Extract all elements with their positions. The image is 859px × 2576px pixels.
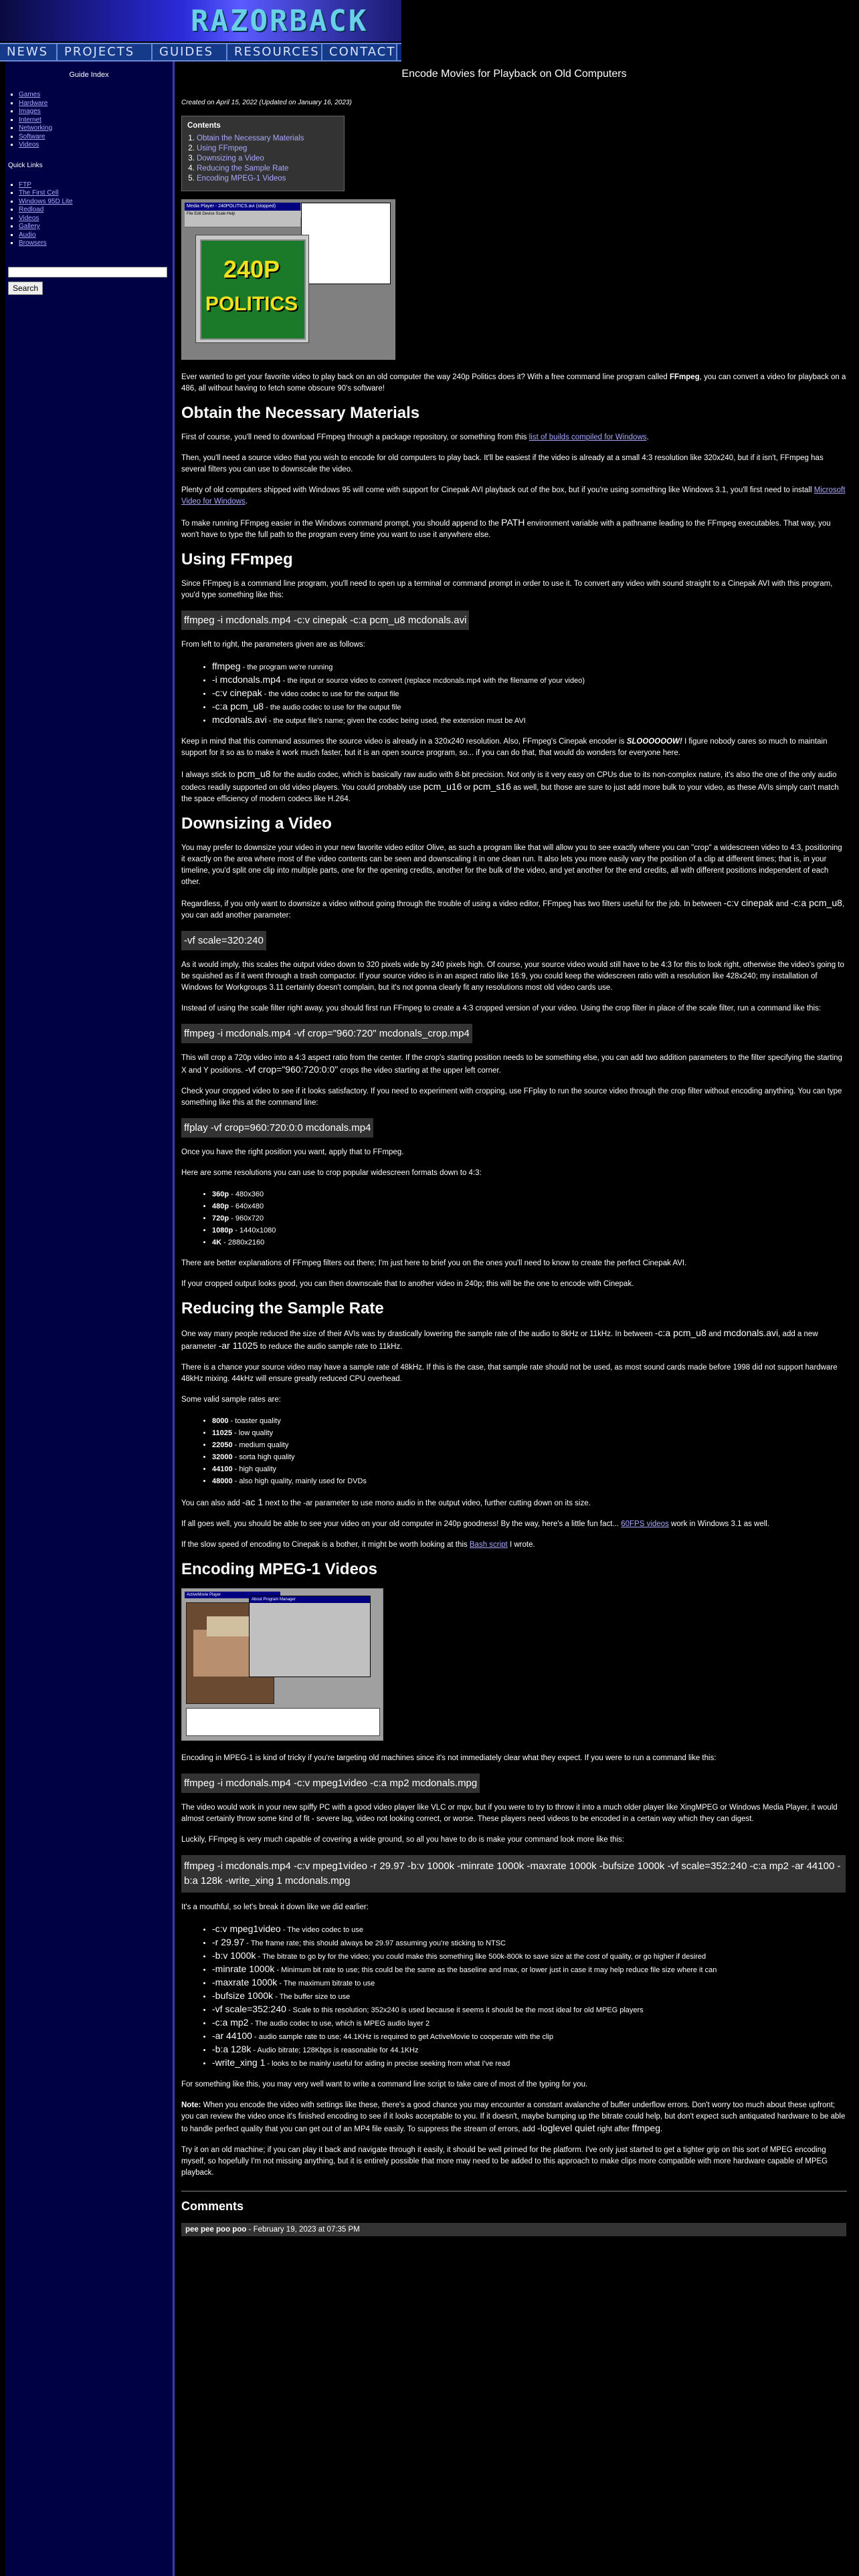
paragraph: It's a mouthful, so let's break it down like we did earlier: bbox=[181, 1903, 369, 1911]
list-item: • -c:a mp2 - The audio codec to use, which is MPEG audio layer 2 bbox=[212, 2016, 847, 2030]
list-item: • 48000 - also high quality, mainly used for DVDs bbox=[212, 1475, 847, 1487]
list-item: • -b:v 1000k - The bitrate to go by for the video; you could make this something like 500k-800k to save size at the cost of quality, or go higher if desired bbox=[212, 1949, 847, 1963]
comments-heading: Comments bbox=[181, 2199, 244, 2213]
article-date: Created on April 15, 2022 (Updated on January 16, 2023) bbox=[181, 99, 352, 106]
paragraph: Instead of using the scale filter right away, you should first run FFmpeg to create a 4:3 cropped version of your video. Using the crop filter in place of the scale filter, run a command like this: bbox=[181, 1004, 822, 1012]
quick-link[interactable]: ▪ The First Cell bbox=[19, 189, 173, 198]
paragraph: Then, you'll need a source video that you wish to encode for old computers to play back. It'll be easiest if the video is already at a small 4:3 resolution like 320x240, but if it isn't, FFmpeg has several filters you can use to downscale the video. bbox=[181, 454, 824, 473]
quick-link[interactable]: ▪ Windows 95D Lite bbox=[19, 198, 173, 207]
toc-title: Contents bbox=[187, 122, 221, 130]
list-item: • -bufsize 1000k - The buffer size to use bbox=[212, 1990, 847, 2003]
code-block: ffmpeg -i mcdonals.mp4 -c:v mpeg1video -c:a mp2 mcdonals.mpg bbox=[181, 1774, 480, 1793]
sidebar-link[interactable]: ▪ Hardware bbox=[19, 100, 173, 108]
paragraph: If your cropped output looks good, you can then downscale that to another video in 240p; this will be the one to encode with Cinepak. bbox=[181, 1280, 634, 1288]
paragraph: If all goes well, you should be able to see your video on your old computer in 240p goodness! By the way, here's a little fun fact... 60FPS videos work in Windows 3.1 as well. bbox=[181, 1520, 770, 1528]
bash-script-link[interactable]: Bash script bbox=[469, 1541, 508, 1549]
program-group bbox=[186, 1708, 380, 1736]
list-item: • -ar 44100 - audio sample rate to use; 44.1KHz is required to get ActiveMovie to cooperate with the clip bbox=[212, 2030, 847, 2043]
paragraph: If the slow speed of encoding to Cinepak is a bother, it might be worth looking at this Bash script I wrote. bbox=[181, 1541, 535, 1549]
sample-rate-list bbox=[181, 1415, 847, 1487]
list-item: • 480p - 640x480 bbox=[212, 1200, 847, 1212]
list-item: • 44100 - high quality bbox=[212, 1463, 847, 1475]
media-player-screenshot bbox=[181, 199, 395, 360]
paragraph: For something like this, you may very well want to write a command line script to take care of most of the typing for you. bbox=[181, 2080, 588, 2088]
quick-link[interactable]: ▪ Videos bbox=[19, 215, 173, 223]
player-title-bar: Media Player - 240POLITICS.avi (stopped) bbox=[185, 203, 300, 211]
paragraph: Encoding in MPEG-1 is kind of tricky if you're targeting old machines since it's not immediately clear what they expect. If you were to run a command like this: bbox=[181, 1754, 717, 1762]
desktop-window bbox=[301, 203, 391, 284]
comment-author: pee pee poo poo bbox=[185, 2226, 247, 2234]
site-header bbox=[0, 0, 401, 41]
quick-link[interactable]: ▪ Redload bbox=[19, 206, 173, 215]
section-heading-mpeg1: Encoding MPEG-1 Videos bbox=[181, 1560, 377, 1578]
main-nav bbox=[0, 43, 401, 62]
list-item: • 22050 - medium quality bbox=[212, 1439, 847, 1451]
list-item: • -vf scale=352:240 - Scale to this resolution; 352x240 is used because it seems it should be the most ideal for old MPEG players bbox=[212, 2003, 847, 2016]
code-block: ffplay -vf crop=960:720:0:0 mcdonals.mp4 bbox=[181, 1118, 373, 1138]
paragraph: Keep in mind that this command assumes the source video is already in a 320x240 resolution. Also, FFmpeg's Cinepak encoder is SLOOOOOOW! I figure nobody cares so much to maintain support for it so as to make it work much faster, but it is an open source program, so... if you can do that, that would do wonders for everyone here. bbox=[181, 738, 828, 757]
sidebar-link[interactable]: ▪ Games bbox=[19, 91, 173, 100]
list-item: • 360p - 480x360 bbox=[212, 1188, 847, 1200]
sidebar-link[interactable]: ▪ Images bbox=[19, 108, 173, 116]
nav-projects[interactable]: PROJECTS bbox=[58, 44, 153, 60]
section-heading-materials: Obtain the Necessary Materials bbox=[181, 404, 420, 422]
list-item: • -c:v mpeg1video - The video codec to use bbox=[212, 1923, 847, 1936]
toc-item[interactable]: 1. Obtain the Necessary Materials bbox=[197, 134, 339, 144]
list-item: • -maxrate 1000k - The maximum bitrate to use bbox=[212, 1976, 847, 1990]
paragraph: There are better explanations of FFmpeg filters out there; I'm just here to brief you on the ones you'll need to know to create the perfect Cinepak AVI. bbox=[181, 1259, 687, 1267]
paragraph: As it would imply, this scales the output video down to 320 pixels wide by 240 pixels high. Of course, your source video would still have to be 4:3 for this to look right, otherwise the video's going to be squished as if it went through a trash compactor. If your source video is in an aspect ratio like 16:9, you could keep the widescreen ratio with a resolution like 428x240; my installation of Windows for Workgroups 3.11 certainly doesn't complain, but it's not gonna clearly fit any resolutions most old video cards use. bbox=[181, 961, 844, 992]
quick-links-list bbox=[5, 181, 173, 248]
sidebar-link[interactable]: ▪ Videos bbox=[19, 141, 173, 150]
paragraph: First of course, you'll need to download FFmpeg through a package repository, or something from this list of builds compiled for Windows. bbox=[181, 433, 649, 441]
paragraph: Plenty of old computers shipped with Windows 95 will come with support for Cinepak AVI playback out of the box, but if you're using something like Windows 3.1, you'll first need to install Microsoft Video for Windows. bbox=[181, 486, 846, 506]
paragraph: The video would work in your new spiffy PC with a good video player like VLC or mpv, but if you were to try to throw it into a much older player like XingMPEG or Windows Media Player, it would almost certainly throw some kind of fit - severe lag, video not looking correct, or worse. These players need videos to be encoded in a certain way which they can digest. bbox=[181, 1804, 838, 1823]
comment-date: - February 19, 2023 at 07:35 PM bbox=[246, 2226, 360, 2234]
activemovie-title: ActiveMovie Player bbox=[185, 1592, 280, 1598]
paragraph: You can also add -ac 1 next to the -ar parameter to use mono audio in the output video, further cutting down on its size. bbox=[181, 1497, 591, 1507]
parameter-list bbox=[181, 660, 847, 727]
guide-index-list bbox=[5, 91, 173, 150]
list-item: • -write_xing 1 - looks to be mainly useful for aiding in precise seeking from what I've read bbox=[212, 2056, 847, 2070]
quick-link[interactable]: ▪ Gallery bbox=[19, 223, 173, 231]
video-frame bbox=[195, 235, 309, 343]
paragraph: Regardless, if you only want to downsize a video without going through the trouble of using a video editor, FFmpeg has two filters useful for the job. In between -c:v cinepak and -c:a pcm_u8, you can add another parameter: bbox=[181, 897, 845, 920]
quick-link[interactable]: ▪ Browsers bbox=[19, 239, 173, 248]
list-item: • mcdonals.avi - the output file's name; given the codec being used, the extension must be AVI bbox=[212, 714, 847, 727]
video-for-windows-link[interactable]: Microsoft Video for Windows bbox=[181, 486, 846, 506]
paragraph: Here are some resolutions you can use to crop popular widescreen formats down to 4:3: bbox=[181, 1169, 482, 1177]
sidebar bbox=[5, 62, 175, 2576]
mpeg-parameter-list bbox=[181, 1923, 847, 2070]
sidebar-link[interactable]: ▪ Networking bbox=[19, 124, 173, 133]
nav-news[interactable]: NEWS bbox=[0, 44, 58, 60]
list-item: • -r 29.97 - The frame rate; this should always be 29.97 assuming you're sticking to NTSC bbox=[212, 1936, 847, 1949]
section-heading-sample-rate: Reducing the Sample Rate bbox=[181, 1299, 384, 1317]
paragraph: Check your cropped video to see if it looks satisfactory. If you need to experiment with cropping, use FFplay to run the source video through the crop filter without encoding anything. You can type something like this at the command line: bbox=[181, 1087, 842, 1107]
site-logo[interactable]: RAZORBACK bbox=[191, 4, 369, 38]
list-item: • -b:a 128k - Audio bitrate; 128Kbps is reasonable for 44.1KHz bbox=[212, 2043, 847, 2056]
paragraph: This will crop a 720p video into a 4:3 aspect ratio from the center. If the crop's starting position needs to be something else, you can add two addition parameters to the filter specifying the starting X and Y positions. -vf crop="960:720:0:0" crops the video starting at the upper left corner. bbox=[181, 1054, 842, 1075]
paragraph: Since FFmpeg is a command line program, you'll need to open up a terminal or command prompt in order to use it. To convert any video with sound straight to a Cinepak AVI with this program, you'd type something like this: bbox=[181, 580, 833, 599]
intro-paragraph: Ever wanted to get your favorite video to play back on an old computer the way 240p Politics does it? With a free command line program called FFmpeg, you can convert a video for playback on a 486, all without having to fetch some obscure 90's software! bbox=[181, 373, 846, 393]
paragraph: I always stick to pcm_u8 for the audio codec, which is basically raw audio with 8-bit precision. Not only is it very easy on CPUs due to its non-complex nature, it's also the one of the only audio codecs readily supported on old video players. You could probably use pcm_u16 or pcm_s16 as well, but those are sure to just add more bulk to your video, as these AVIs simply can't match the space efficiency of modern codecs like H.264. bbox=[181, 768, 839, 803]
toc-item[interactable]: 2. Using FFmpeg bbox=[197, 144, 339, 154]
list-item: • 720p - 960x720 bbox=[212, 1212, 847, 1224]
builds-link[interactable]: list of builds compiled for Windows bbox=[529, 433, 647, 441]
code-block: -vf scale=320:240 bbox=[181, 931, 266, 950]
quick-links-title: Quick Links bbox=[8, 161, 43, 169]
table-of-contents bbox=[181, 116, 345, 191]
list-item: • -minrate 1000k - Minimum bit rate to use; this could be the same as the baseline and max, or lower just in case it may help reduce file size where it can bbox=[212, 1963, 847, 1976]
page-title: Encode Movies for Playback on Old Computers bbox=[401, 68, 627, 80]
nav-guides[interactable]: GUIDES bbox=[153, 44, 227, 60]
list-item: • 32000 - sorta high quality bbox=[212, 1451, 847, 1463]
code-block: ffmpeg -i mcdonals.mp4 -c:v cinepak -c:a pcm_u8 mcdonals.avi bbox=[181, 611, 469, 630]
guide-index-title: Guide Index bbox=[69, 71, 109, 79]
toc-item[interactable]: 5. Encoding MPEG-1 Videos bbox=[197, 174, 339, 184]
nav-contact[interactable]: CONTACT bbox=[322, 44, 397, 60]
player-menu: File Edit Device Scale Help bbox=[185, 211, 302, 217]
paragraph: Luckily, FFmpeg is very much capable of covering a wide ground, so all you have to do is make your command look more like this: bbox=[181, 1836, 624, 1844]
article bbox=[181, 62, 847, 2236]
about-dialog-title: About Program Manager bbox=[250, 1596, 370, 1603]
section-heading-ffmpeg: Using FFmpeg bbox=[181, 550, 293, 568]
paragraph: Some valid sample rates are: bbox=[181, 1396, 281, 1404]
code-block: ffmpeg -i mcdonals.mp4 -vf crop="960:720" mcdonals_crop.mp4 bbox=[181, 1024, 472, 1043]
quick-link[interactable]: ▪ FTP bbox=[19, 181, 173, 190]
toc-item[interactable]: 4. Reducing the Sample Rate bbox=[197, 164, 339, 174]
resolution-list bbox=[181, 1188, 847, 1249]
list-item: • 8000 - toaster quality bbox=[212, 1415, 847, 1427]
list-item: • -i mcdonals.mp4 - the input or source video to convert (replace mcdonals.mp4 with the filename of your video) bbox=[212, 673, 847, 687]
about-dialog bbox=[249, 1596, 371, 1677]
list-item: • -c:a pcm_u8 - the audio codec to use for the output file bbox=[212, 700, 847, 714]
video-title-line1: 240P bbox=[223, 255, 280, 283]
comment-header bbox=[181, 2223, 846, 2236]
list-item: • 1080p - 1440x1080 bbox=[212, 1224, 847, 1237]
list-item: • 11025 - low quality bbox=[212, 1427, 847, 1439]
section-heading-downsizing: Downsizing a Video bbox=[181, 815, 332, 833]
paragraph: From left to right, the parameters given are as follows: bbox=[181, 641, 365, 649]
activemovie-screenshot bbox=[181, 1588, 383, 1741]
list-item: • 4K - 2880x2160 bbox=[212, 1237, 847, 1249]
list-item: • ffmpeg - the program we're running bbox=[212, 660, 847, 673]
code-block: ffmpeg -i mcdonals.mp4 -c:v mpeg1video -r 29.97 -b:v 1000k -minrate 1000k -maxrate 1000k -bufsize 1000k -vf scale=352:240 -c:a mp2 -ar 44100 -b:a 128k -write_xing 1 mcdonals.mpg bbox=[181, 1855, 846, 1893]
paragraph: One way many people reduced the size of their AVIs was by drastically lowering the sample rate of the audio to 8kHz or 11kHz. In between -c:a pcm_u8 and mcdonals.avi, add a new parameter -ar 11025 to reduce the audio sample rate to 11kHz. bbox=[181, 1327, 818, 1351]
player-toolbar bbox=[185, 217, 300, 227]
60fps-link[interactable]: 60FPS videos bbox=[621, 1520, 669, 1528]
sidebar-link[interactable]: ▪ Software bbox=[19, 133, 173, 142]
sidebar-link[interactable]: ▪ Internet bbox=[19, 116, 173, 125]
toc-item[interactable]: 3. Downsizing a Video bbox=[197, 154, 339, 164]
paragraph: Once you have the right position you want, apply that to FFmpeg. bbox=[181, 1148, 404, 1156]
search-button[interactable]: Search bbox=[8, 282, 43, 295]
note-paragraph: Note: When you encode the video with settings like these, there's a good chance you may encounter a constant avalanche of buffer underflow errors. Don't worry too much about these upfront; you can review the video once it's finished encoding to see if it looks acceptable to you. If it doesn't, maybe bumping up the bitrate could help, but don't expect such antiquated hardware to be able to handle perfect quality that you can get out of an MP4 file easily. To suppress the stream of errors, add -loglevel quiet right after ffmpeg. bbox=[181, 2101, 846, 2133]
search-input[interactable] bbox=[8, 267, 167, 278]
paragraph: You may prefer to downsize your video in your new favorite video editor Olive, as such a program like that will allow you to see exactly where you can "crop" a widescreen video to 4:3, positioning it exactly on the area where most of the video contents can be seen and downscaling it in one clean run. It also lets you more easily vary the position of a clip at different times; that is, in your timeline, you'd split one clip into multiple parts, one for the opening credits, another for the bulk of the video, and yet another for the end credits, all with different positions independent of each other. bbox=[181, 844, 842, 886]
paragraph: There is a chance your source video may have a sample rate of 48kHz. If this is the case, that sample rate should not be used, as most sound cards made before 1998 did not support hardware 48kHz mixing. 44kHz will ensure greatly reduced CPU overhead. bbox=[181, 1364, 838, 1383]
quick-link[interactable]: ▪ Audio bbox=[19, 231, 173, 240]
list-item: • -c:v cinepak - the video codec to use for the output file bbox=[212, 687, 847, 700]
paragraph: Try it on an old machine; if you can play it back and navigate through it easily, it should be well primed for the platform. I've only just started to get a tighter grip on this sort of MPEG encoding myself, so hopefully I'm not missing anything, but it is entirely possible that more may need to be added to this approach to make clips more compatible with more hardware capable of MPEG playback. bbox=[181, 2146, 828, 2177]
video-title-line2: POLITICS bbox=[205, 293, 298, 315]
paragraph: To make running FFmpeg easier in the Windows command prompt, you should append to the PATH environment variable with a pathname leading to the FFmpeg executables. That way, you won't have to type the full path to the program every time you want to use it anywhere else. bbox=[181, 517, 831, 539]
nav-resources[interactable]: RESOURCES bbox=[227, 44, 322, 60]
